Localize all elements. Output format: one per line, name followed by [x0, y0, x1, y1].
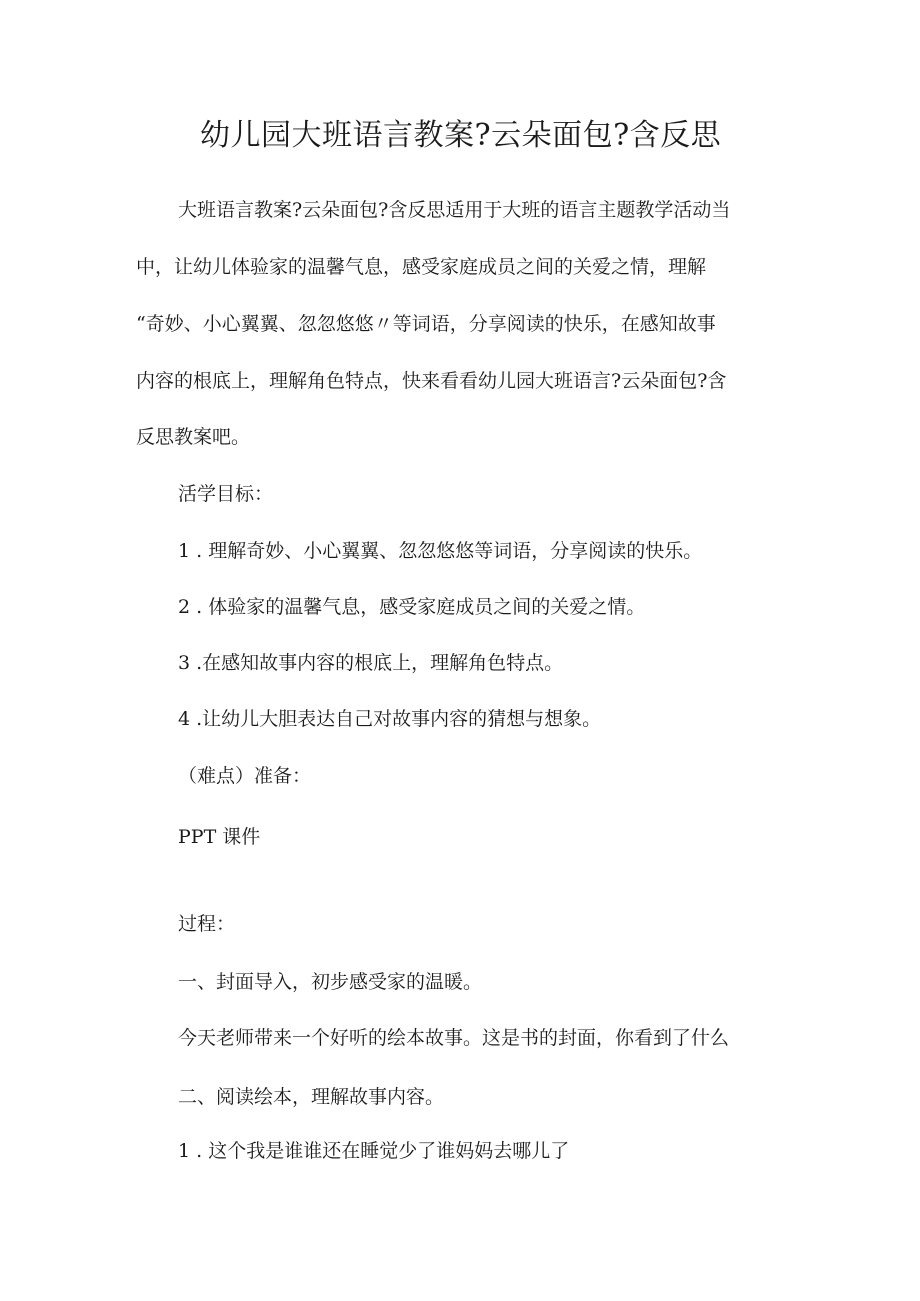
section2-item-1: 1 . 这个我是谁谁还在睡觉少了谁妈妈去哪儿了 [178, 1140, 570, 1162]
goal-item-3: 3 .在感知故事内容的根底上，理解角色特点。 [178, 652, 564, 674]
intro-line-3: “奇妙、小心翼翼、忽忽悠悠〃等词语，分享阅读的快乐，在感知故事 [136, 313, 716, 335]
section1-text: 今天老师带来一个好听的绘本故事。这是书的封面，你看到了什么 [178, 1027, 730, 1049]
intro-line-1: 大班语言教案?云朵面包?含反思适用于大班的语言主题教学活动当 [178, 199, 731, 221]
process-heading: 过程： [178, 913, 236, 935]
prep-item: PPT 课件 [178, 826, 261, 848]
intro-line-5: 反思教案吧。 [136, 426, 251, 448]
section1-heading: 一、封面导入，初步感受家的温暖。 [178, 971, 483, 993]
document-title: 幼儿园大班语言教案?云朵面包?含反思 [200, 118, 722, 153]
goal-item-1: 1 . 理解奇妙、小心翼翼、忽忽悠悠等词语，分享阅读的快乐。 [178, 540, 703, 562]
section2-heading: 二、阅读绘本，理解故事内容。 [178, 1086, 445, 1108]
intro-line-2: 中，让幼儿体验家的温馨气息，感受家庭成员之间的关爱之情，理解 [136, 256, 707, 278]
goals-heading: 活学目标： [178, 483, 274, 505]
goal-item-2: 2 . 体验家的温馨气息，感受家庭成员之间的关爱之情。 [178, 596, 646, 618]
prep-heading: （难点）准备： [178, 765, 312, 787]
intro-line-4: 内容的根底上，理解角色特点，快来看看幼儿园大班语言?云朵面包?含 [136, 370, 727, 392]
goal-item-4: 4 .让幼儿大胆表达自己对故事内容的猜想与想象。 [178, 708, 602, 730]
